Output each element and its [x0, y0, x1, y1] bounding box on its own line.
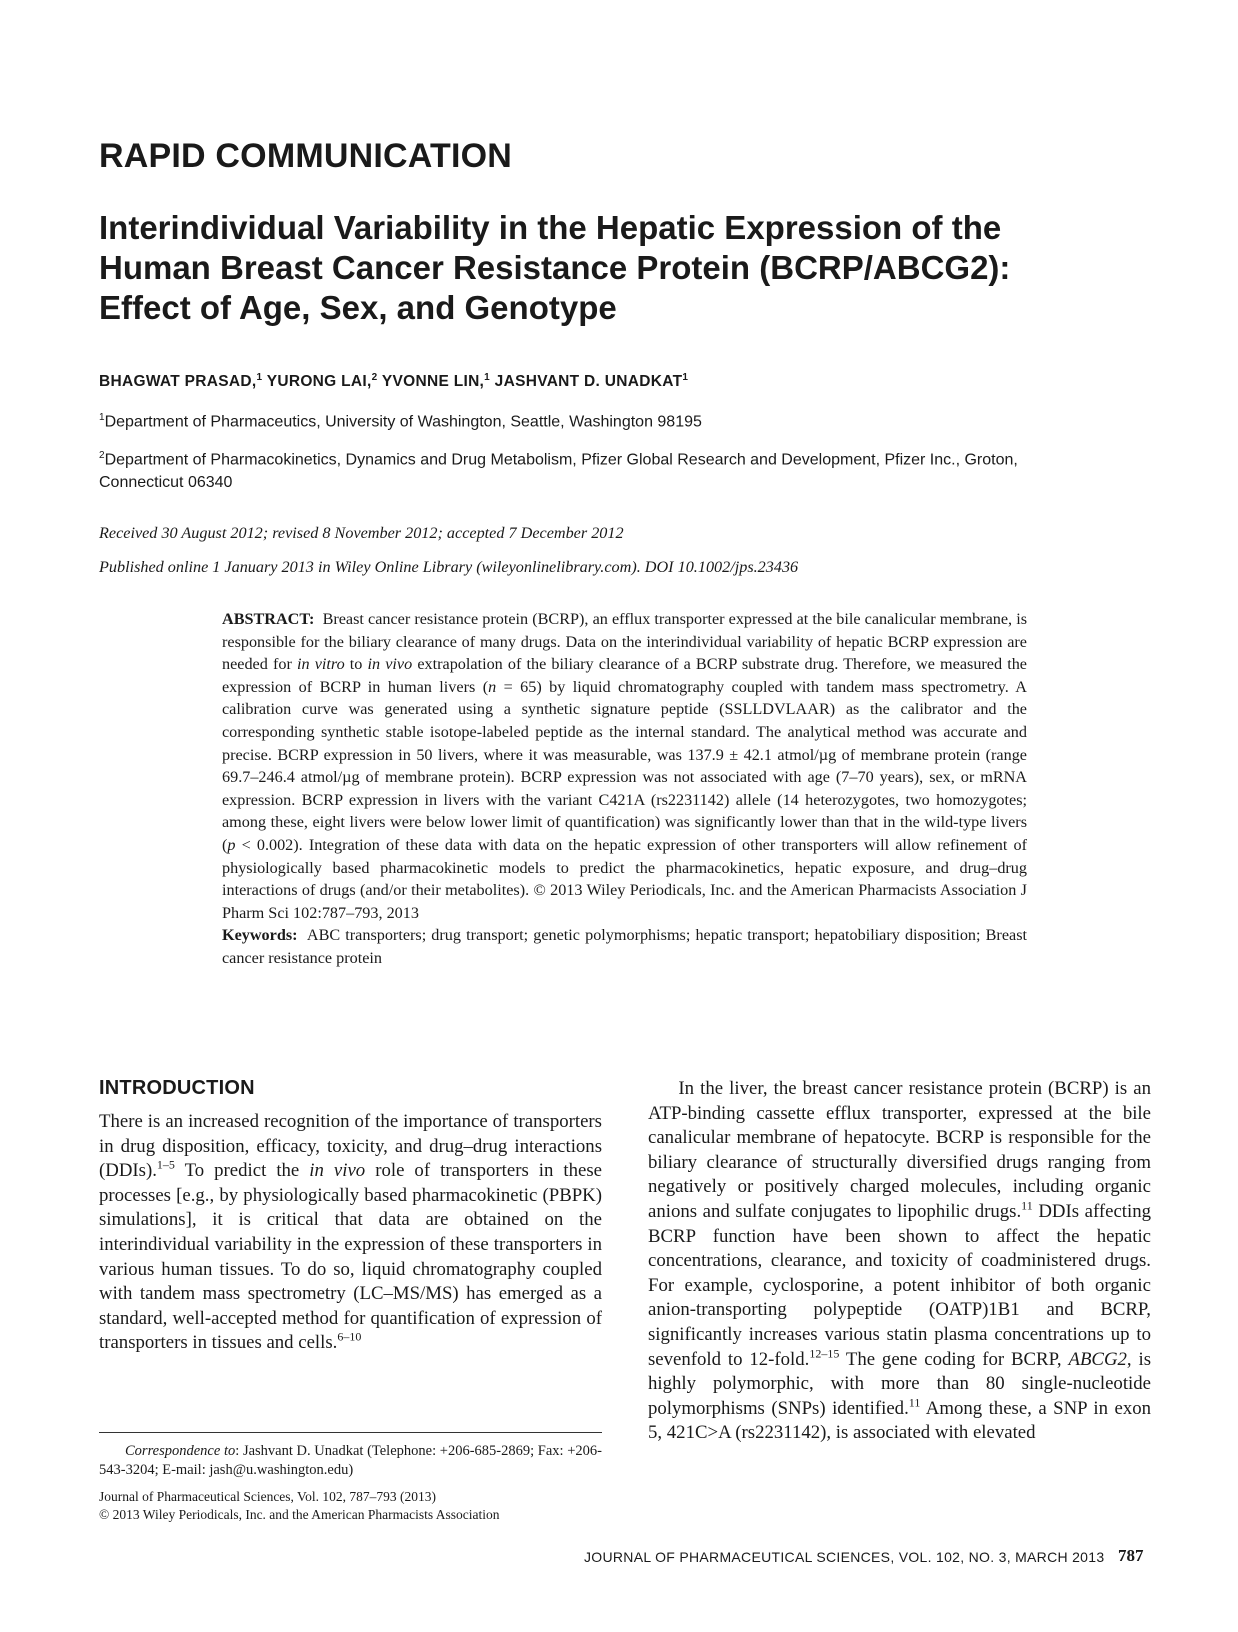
keywords-label: Keywords: — [222, 926, 298, 945]
body-text: To predict the — [174, 1160, 310, 1182]
abstract-text: extrapolation of the biliary clearance of a BCRP substrate drug. Therefore, we measured the expression of BCRP in human livers ( — [222, 655, 1027, 696]
citation-ref: 12–15 — [809, 1346, 840, 1361]
abstract-italic: n — [488, 677, 497, 696]
body-text: There is an increased recognition of the importance of transporters in drug disposition, efficacy, toxicity, and drug–drug interactions (DDIs). — [99, 1111, 602, 1182]
abstract-text: = 65) by liquid chromatography coupled with tandem mass spectrometry. A calibration curve was generated using a synthetic signature peptide (SSLLDVLAAR) as the calibrator and the corresponding synthetic stable isotope-labeled peptide as the internal standard. The analytical method was accurate and precise. BCRP expression in 50 livers, where it was measurable, was 137.9 ± 42.1 atmol/µg of membrane protein (range 69.7–246.4 atmol/µg of membrane protein). BCRP expression was not associated with age (7–70 years), sex, or mRNA expression. BCRP expression in livers with the variant C421A (rs2231142) allele (14 heterozygotes, two homozygotes; among these, eight livers were below lower limit of quantification) was significantly lower than that in the wild-type livers ( — [222, 677, 1027, 854]
author-name: YURONG LAI, — [266, 373, 372, 391]
abstract — [222, 608, 1027, 970]
affiliation — [99, 406, 1019, 433]
article-title: Interindividual Variability in the Hepatic Expression of the Human Breast Cancer Resistance Protein (BCRP/ABCG2): Effect of Age, Sex, and Genotype — [99, 209, 1011, 326]
affiliation-text: Department of Pharmacokinetics, Dynamics and Drug Metabolism, Pfizer Global Research and Development, Pfizer Inc., Groton, Connecticut 06340 — [99, 451, 1018, 492]
footnote-divider — [99, 1432, 602, 1433]
author-affiliation-marker: 2 — [371, 372, 378, 383]
abstract-label: ABSTRACT: — [222, 610, 315, 628]
affiliation-number: 1 — [99, 412, 105, 423]
running-footer: JOURNAL OF PHARMACEUTICAL SCIENCES, VOL. 102, NO. 3, MARCH 2013 — [584, 1549, 1105, 1565]
abstract-text: < 0.002). Integration of these data with data on the hepatic expression of other transporters will allow refinement of physiologically based pharmacokinetic models to predict the pharmacokinetics, hepatic exposure, and drug–drug interactions of drugs (and/or their metabolites). © 2013 Wiley Periodicals, Inc. and the American Pharmacists Association J Pharm Sci 102:787–793, 2013 — [222, 835, 1027, 922]
section-label: RAPID COMMUNICATION — [99, 137, 513, 175]
author-affiliation-marker: 1 — [256, 372, 263, 383]
received-dates: Received 30 August 2012; revised 8 November 2012; accepted 7 December 2012 — [99, 524, 624, 542]
correspondence-label: Correspondence to — [125, 1443, 236, 1459]
abstract-text: Breast cancer resistance protein (BCRP), an efflux transporter expressed at the bile canalicular membrane, is responsible for the biliary clearance of many drugs. Data on the interindividual variability of hepatic BCRP expression are needed for — [222, 610, 1027, 674]
author-affiliation-marker: 1 — [682, 372, 689, 383]
citation-ref: 11 — [908, 1395, 921, 1410]
author-list — [99, 372, 688, 391]
journal-citation: Journal of Pharmaceutical Sciences, Vol. 102, 787–793 (2013) — [99, 1489, 436, 1504]
author-name: YVONNE LIN, — [381, 373, 485, 391]
affiliation-text: Department of Pharmaceutics, University of Washington, Seattle, Washington 98195 — [104, 413, 702, 431]
body-paragraph — [648, 1077, 1151, 1446]
body-text: DDIs affecting BCRP function have been shown to affect the hepatic concentrations, clearance, and toxicity of coadministered drugs. For example, cyclosporine, a potent inhibitor of both organic anion-transporting polypeptide (OATP)1B1 and BCRP, significantly increases various statin plasma concentrations up to sevenfold to 12-fold. — [648, 1200, 1151, 1370]
introduction-paragraph — [99, 1110, 602, 1356]
correspondence-text: : Jashvant D. Unadkat (Telephone: +206-685-2869; Fax: +206-543-3204; E-mail: jash@u.washington.edu) — [99, 1443, 602, 1478]
body-text: The gene coding for BCRP, — [839, 1348, 1069, 1370]
abstract-italic: in vitro — [296, 655, 345, 674]
author-name: BHAGWAT PRASAD, — [99, 373, 257, 391]
abstract-italic: in vivo — [367, 655, 413, 674]
copyright-line: © 2013 Wiley Periodicals, Inc. and the American Pharmacists Association — [99, 1507, 500, 1522]
affiliation-number: 2 — [99, 450, 105, 461]
body-text: , is highly polymorphic, with more than 80 single-nucleotide polymorphisms (SNPs) identified. — [648, 1348, 1152, 1419]
body-italic: ABCG2 — [1068, 1348, 1127, 1370]
body-text: In the liver, the breast cancer resistance protein (BCRP) is an ATP-binding cassette efflux transporter, expressed at the bile canalicular membrane of hepatocyte. BCRP is responsible for the biliary clearance of structurally diversified drugs ranging from negatively or positively charged molecules, including organic anions and sulfate conjugates to lipophilic drugs. — [648, 1078, 1151, 1222]
citation-ref: 1–5 — [156, 1157, 175, 1172]
author-affiliation-marker: 1 — [484, 372, 491, 383]
author-name: JASHVANT D. UNADKAT — [494, 373, 683, 391]
journal-footnote — [99, 1488, 602, 1524]
citation-ref: 6–10 — [337, 1330, 362, 1345]
keywords-text: ABC transporters; drug transport; genetic polymorphisms; hepatic transport; hepatobiliary disposition; Breast cancer resistance protein — [222, 926, 1027, 967]
body-italic: in vivo — [309, 1160, 366, 1182]
citation-ref: 11 — [1021, 1198, 1033, 1213]
section-heading-introduction: INTRODUCTION — [99, 1077, 255, 1099]
abstract-text: to — [344, 655, 368, 674]
page-number: 787 — [1118, 1546, 1144, 1565]
body-text: Among these, a SNP in exon 5, 421C>A (rs2231142), is associated with elevated — [648, 1397, 1151, 1444]
publication-info: Published online 1 January 2013 in Wiley Online Library (wileyonlinelibrary.com). DOI 10.1002/jps.23436 — [99, 558, 799, 576]
affiliation — [99, 444, 1019, 494]
correspondence-footnote — [99, 1442, 602, 1480]
abstract-italic: p — [227, 835, 236, 854]
body-text: role of transporters in these processes [e.g., by physiologically based pharmacokinetic (PBPK) simulations], it is critical that data are obtained on the interindividual variability in the expression of these transporters in various human tissues. To do so, liquid chromatography coupled with tandem mass spectrometry (LC–MS/MS) has emerged as a standard, well-accepted method for quantification of expression of transporters in tissues and cells. — [99, 1160, 602, 1354]
